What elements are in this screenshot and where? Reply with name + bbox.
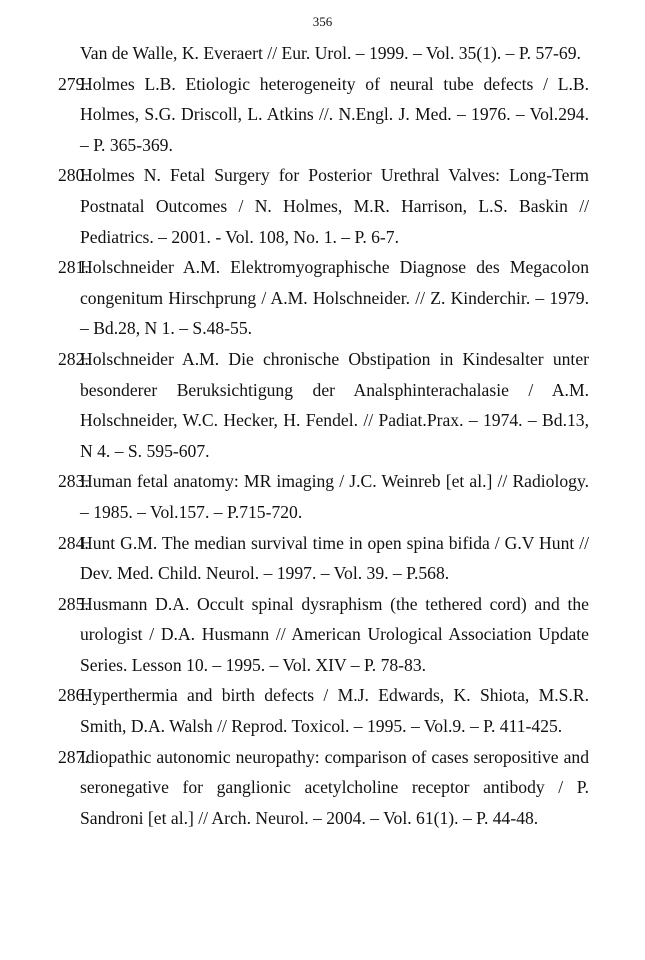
reference-item: [46, 589, 589, 681]
reference-item: [46, 680, 589, 741]
reference-text: Holschneider A.M. Die chronische Obstipation in Kindesalter unter besonderer Beruksichtigung der Analsphinterachalasie / A.M. Holschneider, W.C. Hecker, H. Fendel. // Padiat.Prax. – 1974. – Bd.13, N 4. – S. 595-607.: [80, 348, 589, 461]
reference-number: 285.: [58, 593, 89, 614]
reference-number: 284.: [58, 532, 89, 553]
reference-item: [46, 252, 589, 344]
reference-text: Van de Walle, K. Everaert // Eur. Urol. – 1999. – Vol. 35(1). – P. 57-69.: [80, 43, 581, 63]
reference-item: [46, 742, 589, 834]
reference-number: 282.: [58, 348, 89, 369]
reference-number: 283.: [58, 471, 89, 492]
reference-text: Holschneider A.M. Elektromyographische Diagnose des Megacolon congenitum Hirschprung / A.M. Holschneider. // Z. Kinderchir. – 1979. – Bd.28, N 1. – S.48-55.: [80, 257, 589, 339]
reference-item: [46, 528, 589, 589]
reference-text: Hyperthermia and birth defects / M.J. Edwards, K. Shiota, M.S.R. Smith, D.A. Walsh // Reprod. Toxicol. – 1995. – Vol.9. – P. 411-425.: [80, 685, 589, 737]
reference-number: 281.: [58, 257, 89, 278]
reference-item: [46, 160, 589, 252]
reference-text: Holmes N. Fetal Surgery for Posterior Urethral Valves: Long-Term Postnatal Outcomes / N. Holmes, M.R. Harrison, L.S. Baskin // Pediatrics. – 2001. - Vol. 108, No. 1. – P. 6-7.: [80, 165, 589, 247]
page-number: 356: [312, 14, 333, 29]
reference-text: Human fetal anatomy: MR imaging / J.C. Weinreb [et al.] // Radiology. – 1985. – Vol.157. – P.715-720.: [80, 471, 589, 522]
reference-text: Idiopathic autonomic neuropathy: comparison of cases seropositive and seronegative for ganglionic acetylcholine receptor antibody / P. Sandroni [et al.] // Arch. Neurol. – 2004. – Vol. 61(1). – P. 44-48.: [80, 746, 589, 828]
reference-item: [46, 344, 589, 466]
reference-text: Hunt G.M. The median survival time in open spina bifida / G.V Hunt // Dev. Med. Child. Neurol. – 1997. – Vol. 39. – P.568.: [80, 532, 589, 584]
reference-continuation: [46, 38, 589, 69]
reference-number: 287.: [58, 746, 89, 767]
reference-number: 279.: [58, 73, 89, 94]
reference-number: 280.: [58, 165, 89, 186]
reference-text: Holmes L.B. Etiologic heterogeneity of neural tube defects / L.B. Holmes, S.G. Driscoll, L. Atkins //. N.Engl. J. Med. – 1976. – Vol.294. – P. 365-369.: [80, 73, 589, 155]
reference-list: [46, 38, 589, 833]
reference-text: Husmann D.A. Occult spinal dysraphism (the tethered cord) and the urologist / D.A. Husmann // American Urological Association Update Series. Lesson 10. – 1995. – Vol. XIV – P. 78-83.: [80, 593, 589, 675]
reference-item: [46, 466, 589, 527]
reference-number: 286.: [58, 685, 89, 706]
reference-item: [46, 69, 589, 161]
